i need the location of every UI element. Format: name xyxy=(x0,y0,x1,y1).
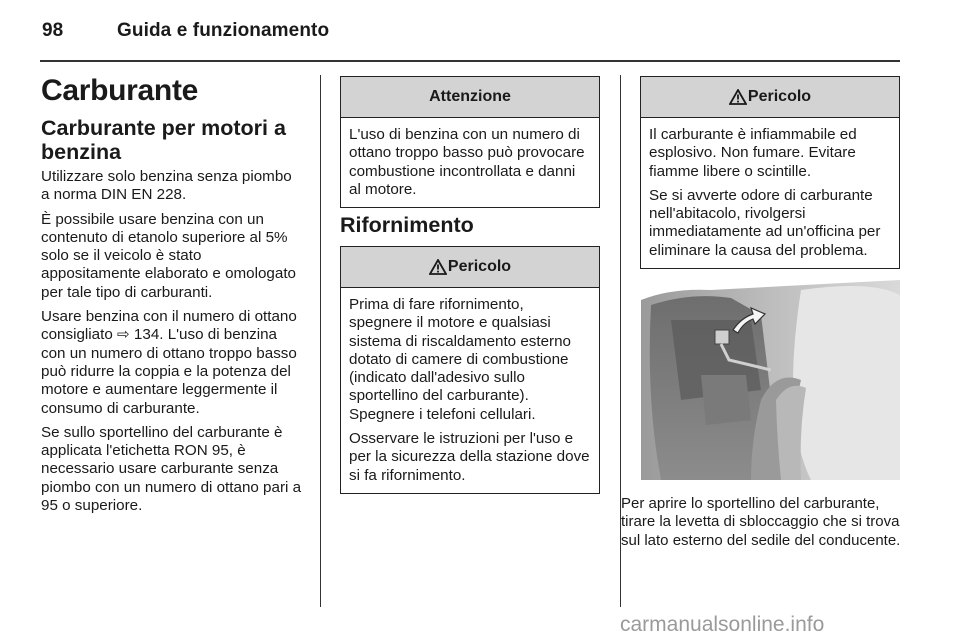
warning-triangle-icon xyxy=(429,259,447,275)
attention-heading: Attenzione xyxy=(341,77,599,118)
subsection-title-benzina: Carburante per motori a benzina xyxy=(41,116,286,164)
danger-heading-fuel-label: Pericolo xyxy=(747,88,812,105)
danger-fuel-paragraph-1: Il carburante è infiammabile ed esplosivo. Non fumare. Evitare fiamme libere o scintille. xyxy=(649,126,857,180)
section-title-rifornimento: Rifornimento xyxy=(340,213,474,237)
danger-refuel-paragraph-2: Osservare le istruzioni per l'uso e per la sicurezza della stazione dove si fa rifornimento. xyxy=(349,430,590,484)
column-divider-1 xyxy=(320,75,321,607)
danger-heading-refuel xyxy=(341,247,599,288)
page-header xyxy=(42,20,329,42)
paragraph-2: È possibile usare benzina con un contenuto di etanolo superiore al 5% solo se il veicolo è stato appositamente elaborato e omologato per tale tipo di carburanti. xyxy=(41,210,296,301)
danger-heading-refuel-label: Pericolo xyxy=(447,258,512,275)
danger-refuel-paragraph-1: Prima di fare rifornimento, spegnere il motore e qualsiasi sistema di riscaldamento esterno dotato di camere di combustione (indicato dall'adesivo sullo sportellino del carburante). Spegnere i telefoni cellulari. xyxy=(349,296,572,423)
danger-box-refuel xyxy=(340,246,600,494)
attention-text: L'uso di benzina con un numero di ottano troppo basso può provocare combustione incontrollata e danni al motore. xyxy=(349,126,585,198)
column-1 xyxy=(41,74,303,521)
danger-box-fuel xyxy=(640,76,900,269)
photo-caption: Per aprire lo sportellino del carburante, tirare la levetta di sbloccaggio che si trova sul lato esterno del sedile del conducente. xyxy=(621,495,901,549)
danger-fuel-paragraph-2: Se si avverte odore di carburante nell'abitacolo, rivolgersi immediatamente ad un'officina per eliminare la causa del problema. xyxy=(649,186,881,259)
warning-triangle-icon xyxy=(729,89,747,105)
paragraph-4: Se sullo sportellino del carburante è applicata l'etichetta RON 95, è necessario usare carburante senza piombo con un numero di ottano pari a 95 o superiore. xyxy=(41,423,302,515)
paragraph-3: Usare benzina con il numero di ottano consigliato ⇨ 134. L'uso di benzina con un numero di ottano troppo basso può ridurre la coppia e la potenza del motore e aumentare leggermente il consumo di carburante. xyxy=(41,308,297,417)
watermark: carmanualsonline.info xyxy=(620,613,825,636)
danger-heading-fuel xyxy=(641,77,899,118)
section-title-carburante: Carburante xyxy=(41,74,199,107)
chapter-title: Guida e funzionamento xyxy=(117,20,330,41)
paragraph-1: Utilizzare solo benzina senza piombo a norma DIN EN 228. xyxy=(41,168,292,204)
header-rule xyxy=(40,60,900,62)
fuel-door-release-lever-photo xyxy=(641,280,900,480)
attention-box xyxy=(340,76,600,208)
page-number: 98 xyxy=(42,20,64,41)
